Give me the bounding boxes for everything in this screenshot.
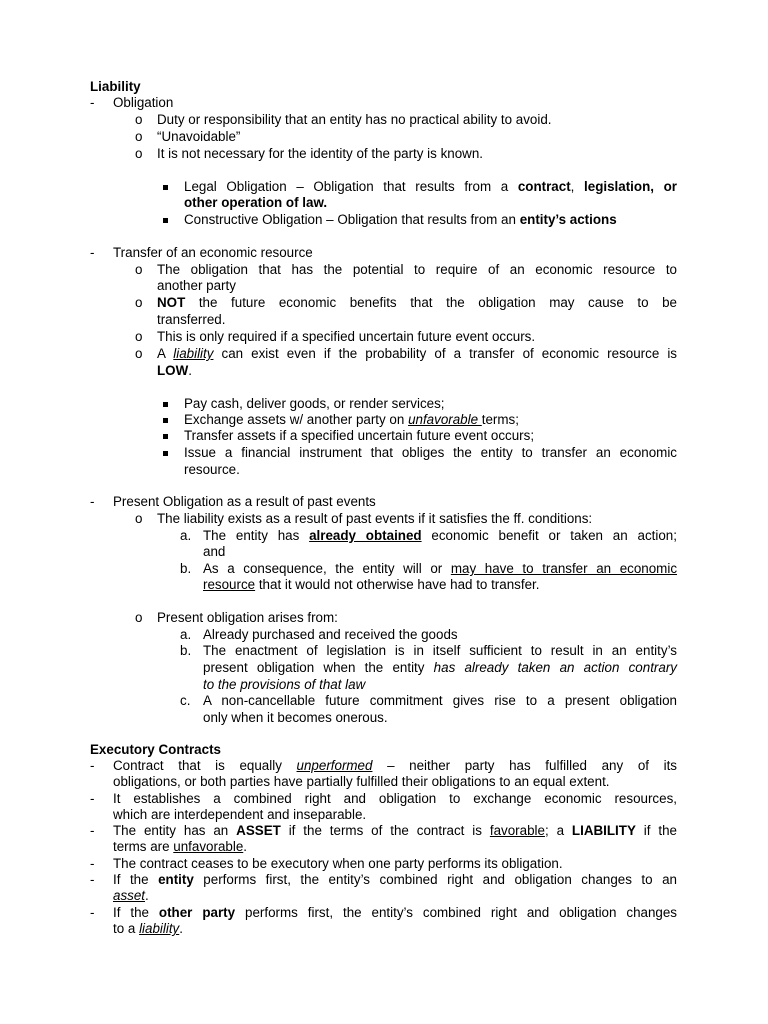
square-bullet [163, 185, 168, 190]
circle-bullet: o [135, 295, 143, 310]
executory-item: It establishes a combined right and obligation to exchange economic resources, [113, 791, 677, 806]
list-label: a. [180, 528, 192, 543]
legal-obligation-cont: other operation of law. [184, 195, 328, 210]
dash-bullet: - [90, 791, 95, 806]
transfer-bullet: Issue a financial instrument that obliges the entity to transfer an economic [184, 445, 677, 460]
dash-bullet: - [90, 245, 95, 260]
condition-b-cont: resource that it would not otherwise have had to transfer. [203, 577, 540, 592]
transfer-heading: Transfer of an economic resource [113, 245, 313, 260]
transfer-bullet: Pay cash, deliver goods, or render services; [184, 396, 445, 411]
present-item: Present obligation arises from: [157, 610, 338, 625]
circle-bullet: o [135, 112, 143, 127]
page-title: Liability [90, 79, 141, 94]
executory-item-cont: which are interdependent and inseparable. [113, 807, 367, 822]
square-bullet [163, 218, 168, 223]
square-bullet [163, 418, 168, 423]
obligation-item: It is not necessary for the identity of the party is known. [157, 146, 483, 161]
executory-item: The contract ceases to be executory when one party performs its obligation. [113, 856, 563, 871]
circle-bullet: o [135, 511, 143, 526]
executory-item: Contract that is equally unperformed – neither party has fulfilled any of its [113, 758, 677, 773]
present-heading: Present Obligation as a result of past events [113, 494, 376, 509]
arises-c: A non-cancellable future commitment gives rise to a present obligation [203, 693, 677, 708]
square-bullet [163, 434, 168, 439]
dash-bullet: - [90, 494, 95, 509]
obligation-heading: Obligation [113, 95, 174, 110]
transfer-bullet: Exchange assets w/ another party on unfavorable terms; [184, 412, 519, 427]
executory-item-cont: to a liability. [113, 921, 183, 936]
executory-item-cont: obligations, or both parties have partially fulfilled their obligations to an equal extent. [113, 774, 610, 789]
transfer-item: A liability can exist even if the probability of a transfer of economic resource is [157, 346, 677, 361]
square-bullet [163, 451, 168, 456]
list-label: c. [180, 693, 191, 708]
dash-bullet: - [90, 856, 95, 871]
list-label: a. [180, 627, 192, 642]
transfer-item: The obligation that has the potential to require of an economic resource to [157, 262, 677, 277]
dash-bullet: - [90, 823, 95, 838]
transfer-item: NOT the future economic benefits that the obligation may cause to be [157, 295, 677, 310]
list-label: b. [180, 643, 192, 658]
transfer-item-cont: transferred. [157, 312, 226, 327]
obligation-item: “Unavoidable” [157, 129, 241, 144]
executory-item: If the entity performs first, the entity’s combined right and obligation changes to an [113, 872, 678, 887]
dash-bullet: - [90, 905, 95, 920]
condition-a: The entity has already obtained economic benefit or taken an action; [203, 528, 677, 543]
transfer-item: This is only required if a specified uncertain future event occurs. [157, 329, 536, 344]
legal-obligation: Legal Obligation – Obligation that results from a contract, legislation, or [184, 179, 677, 194]
arises-c-cont: only when it becomes onerous. [203, 710, 388, 725]
circle-bullet: o [135, 346, 143, 361]
transfer-item-cont: LOW. [157, 363, 192, 378]
executory-item: The entity has an ASSET if the terms of the contract is favorable; a LIABILITY if the [113, 823, 678, 838]
arises-b-cont: to the provisions of that law [203, 677, 366, 692]
present-item: The liability exists as a result of past events if it satisfies the ff. conditions: [157, 511, 593, 526]
obligation-item: Duty or responsibility that an entity has no practical ability to avoid. [157, 112, 552, 127]
transfer-item-cont: another party [157, 278, 236, 293]
circle-bullet: o [135, 610, 143, 625]
dash-bullet: - [90, 95, 95, 110]
circle-bullet: o [135, 146, 143, 161]
list-label: b. [180, 561, 192, 576]
circle-bullet: o [135, 129, 143, 144]
executory-item: If the other party performs first, the entity’s combined right and obligation changes [113, 905, 678, 920]
condition-b: As a consequence, the entity will or may have to transfer an economic [203, 561, 678, 576]
section-title: Executory Contracts [90, 742, 221, 757]
transfer-bullet-cont: resource. [184, 462, 240, 477]
transfer-bullet: Transfer assets if a specified uncertain future event occurs; [184, 428, 535, 443]
constructive-obligation: Constructive Obligation – Obligation that results from an entity’s actions [184, 212, 617, 227]
dash-bullet: - [90, 758, 95, 773]
dash-bullet: - [90, 872, 95, 887]
executory-item-cont: terms are unfavorable. [113, 839, 247, 854]
arises-b: The enactment of legislation is in itself sufficient to result in an entity’s [203, 643, 677, 658]
arises-a: Already purchased and received the goods [203, 627, 458, 642]
square-bullet [163, 402, 168, 407]
executory-item-cont: asset. [113, 888, 149, 903]
arises-b-cont: present obligation when the entity has already taken an action contrary [203, 660, 677, 675]
circle-bullet: o [135, 262, 143, 277]
condition-a-cont: and [203, 544, 226, 559]
circle-bullet: o [135, 329, 143, 344]
